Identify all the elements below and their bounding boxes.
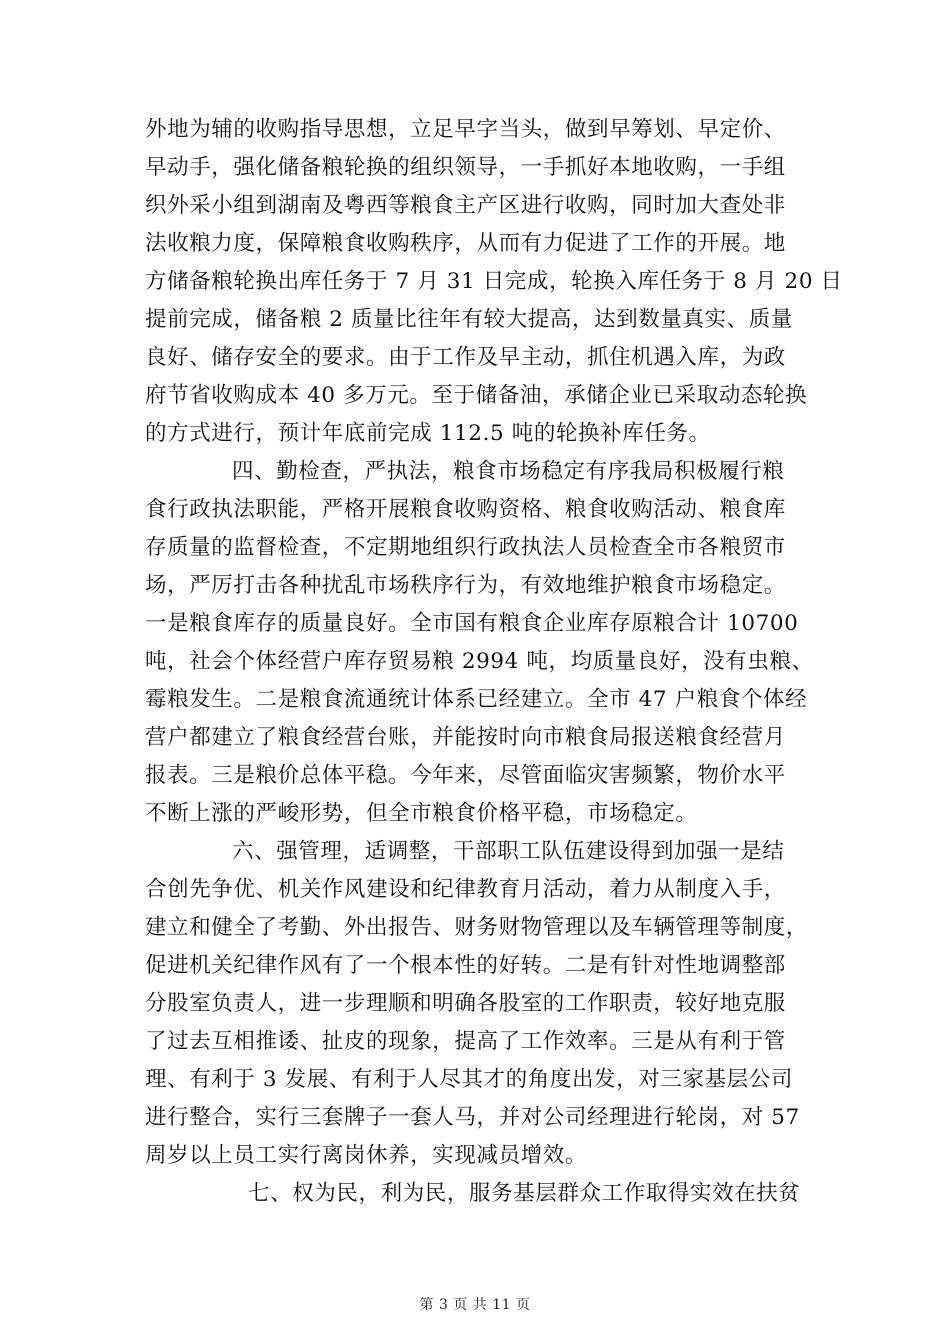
body-line: 的方式进行，预计年底前完成 112.5 吨的轮换补库任务。 xyxy=(145,421,711,446)
body-line: 报表。三是粮价总体平稳。今年来，尽管面临灾害频繁，物价水平 xyxy=(145,763,786,788)
body-line: 建立和健全了考勤、外出报告、财务财物管理以及车辆管理等制度， xyxy=(145,915,809,940)
body-line: 进行整合，实行三套牌子一套人马，并对公司经理进行轮岗，对 57 xyxy=(145,1105,800,1130)
body-line: 一是粮食库存的质量良好。全市国有粮食企业库存原粮合计 10700 xyxy=(145,611,799,636)
body-line: 方储备粮轮换出库任务于 7 月 31 日完成，轮换入库任务于 8 月 20 日 xyxy=(145,269,843,294)
body-line: 不断上涨的严峻形势，但全市粮食价格平稳，市场稳定。 xyxy=(145,801,698,826)
body-line: 法收粮力度，保障粮食收购秩序，从而有力促进了工作的开展。地 xyxy=(145,231,786,256)
section-heading-line: 四、勤检查，严执法，粮食市场稳定有序我局积极履行粮 xyxy=(232,459,785,484)
body-line: 府节省收购成本 40 多万元。至于储备油，承储企业已采取动态轮换 xyxy=(145,383,808,408)
page-footer: 第 3 页 共 11 页 xyxy=(419,1297,531,1313)
body-line: 场，严厉打击各种扰乱市场秩序行为，有效地维护粮食市场稳定。 xyxy=(145,573,786,598)
body-line: 分股室负责人，进一步理顺和明确各股室的工作职责，较好地克服 xyxy=(145,991,786,1016)
body-line: 营户都建立了粮食经营台账，并能按时向市粮食局报送粮食经营月 xyxy=(145,725,786,750)
body-line: 霉粮发生。二是粮食流通统计体系已经建立。全市 47 户粮食个体经 xyxy=(145,687,808,712)
body-line: 织外采小组到湖南及粤西等粮食主产区进行收购，同时加大查处非 xyxy=(145,193,786,218)
body-line: 了过去互相推诿、扯皮的现象，提高了工作效率。三是从有利于管 xyxy=(145,1029,786,1054)
body-line: 吨，社会个体经营户库存贸易粮 2994 吨，均质量良好，没有虫粮、 xyxy=(145,649,814,674)
body-line: 早动手，强化储备粮轮换的组织领导，一手抓好本地收购，一手组 xyxy=(145,155,786,180)
section-heading-line: 七、权为民，利为民，服务基层群众工作取得实效在扶贫 xyxy=(248,1181,801,1206)
body-line: 存质量的监督检查，不定期地组织行政执法人员检查全市各粮贸市 xyxy=(145,535,786,560)
body-line: 外地为辅的收购指导思想，立足早字当头，做到早筹划、早定价、 xyxy=(145,117,786,142)
body-line: 提前完成，储备粮 2 质量比往年有较大提高，达到数量真实、质量 xyxy=(145,307,793,332)
body-line: 良好、储存安全的要求。由于工作及早主动，抓住机遇入库，为政 xyxy=(145,345,786,370)
body-line: 促进机关纪律作风有了一个根本性的好转。二是有针对性地调整部 xyxy=(145,953,786,978)
body-line: 食行政执法职能，严格开展粮食收购资格、粮食收购活动、粮食库 xyxy=(145,497,786,522)
body-line: 合创先争优、机关作风建设和纪律教育月活动，着力从制度入手， xyxy=(145,877,786,902)
body-line: 周岁以上员工实行离岗休养，实现减员增效。 xyxy=(145,1143,588,1168)
body-line: 理、有利于 3 发展、有利于人尽其才的角度出发，对三家基层公司 xyxy=(145,1067,793,1092)
section-heading-line: 六、强管理，适调整，干部职工队伍建设得到加强一是结 xyxy=(232,839,785,864)
